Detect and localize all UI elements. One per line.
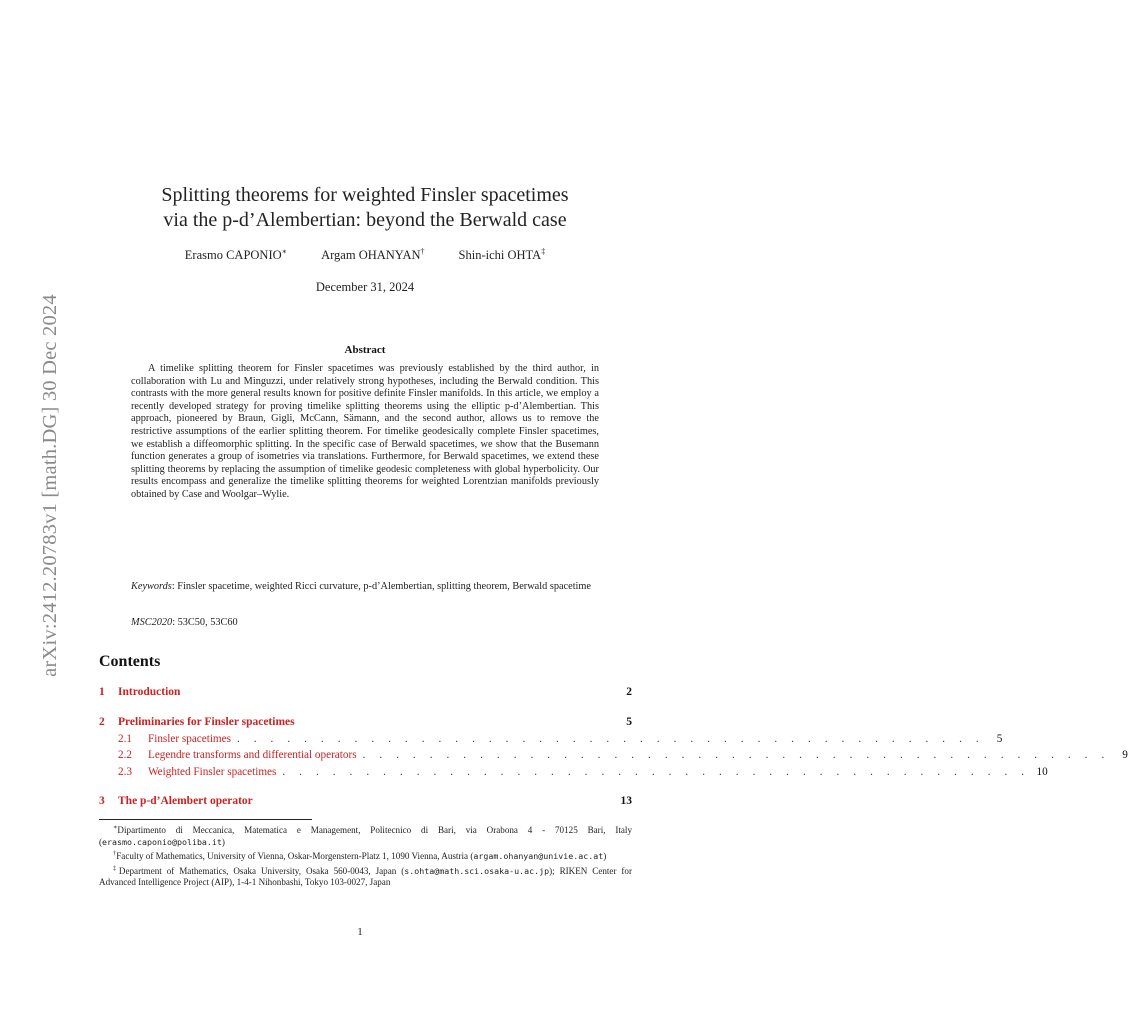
toc-leader-dots: . . . . . . . . . . . . . . . . . . . . . . . . . . . . . . . . . . . . . . . . . . . . . [282, 766, 1030, 778]
toc-page: 2 [626, 686, 632, 698]
toc-title: Legendre transforms and differential operators [148, 749, 357, 761]
toc-entry-p-dalembert-operator[interactable] [99, 795, 632, 807]
footnotes [99, 822, 632, 889]
author-name: Shin-ichi OHTA [458, 248, 542, 263]
author-email-link[interactable]: s.ohta@math.sci.osaka-u.ac.jp [404, 865, 550, 876]
footnote-affiliation [99, 863, 632, 889]
toc-number: 2.2 [118, 749, 132, 761]
toc-title: Finsler spacetimes [148, 733, 231, 745]
author-name: Erasmo CAPONIO [184, 248, 282, 263]
keywords-text: : Finsler spacetime, weighted Ricci curvature, p-d’Alembertian, splitting theorem, Berwald spacetime [171, 581, 591, 592]
toc-entry-weighted-finsler-spacetimes[interactable] [118, 766, 1048, 778]
title-line-1: Splitting theorems for weighted Finsler spacetimes [161, 184, 569, 206]
keywords-label: Keywords [131, 581, 172, 592]
toc-number: 2.3 [118, 766, 132, 778]
arxiv-identifier-text: arXiv:2412.20783v1 [math.DG] 30 Dec 2024 [38, 293, 61, 677]
toc-page: 10 [1036, 766, 1048, 778]
author-footnote-mark: ∗ [281, 247, 288, 256]
toc-entry-finsler-spacetimes[interactable] [118, 733, 1003, 745]
author-name: Argam OHANYAN [321, 248, 421, 263]
toc-number: 3 [99, 795, 105, 807]
abstract-body: A timelike splitting theorem for Finsler spacetimes was previously established by the third author, in collaboration with Lu and Minguzzi, under relatively strong hypotheses, including the Berwald condition. This contrasts with the more general results known for positive definite Finsler manifolds. In this article, we employ a recently developed strategy for proving timelike splitting theorems using the elliptic p-d’Alembertian. This approach, pioneered by Braun, Gigli, McCann, Sämann, and the second author, allows us to remove the restrictive assumptions of the earlier splitting theorem. For timelike geodesically complete Finsler spacetimes, we establish a diffeomorphic splitting. In the specific case of Berwald spacetimes, we show that the Busemann function generates a group of isometries via translations. Furthermore, for Berwald spacetimes, we extend these splitting theorems by replacing the assumption of timelike geodesic completeness with global hyperbolicity. Our results encompass and generalize the timelike splitting theorems for weighted Lorentzian manifolds previously obtained by Case and Woolgar–Wylie. [131, 363, 599, 500]
toc-entry-introduction[interactable] [99, 686, 632, 698]
footnote-tail: ) [221, 836, 225, 847]
msc-classification [131, 617, 599, 628]
toc-page: 5 [626, 716, 632, 728]
toc-page: 9 [1122, 749, 1128, 761]
keywords [131, 581, 599, 594]
author-footnote-mark: † [420, 247, 425, 256]
toc-page: 13 [620, 795, 632, 807]
footnote-mark: † [113, 850, 117, 858]
toc-title: Preliminaries for Finsler spacetimes [118, 716, 295, 728]
footnote-affiliation [99, 822, 632, 848]
toc-title: Introduction [118, 686, 181, 698]
author [185, 247, 287, 263]
arxiv-identifier-stamp [35, 275, 65, 695]
footnote-text: Department of Mathematics, Osaka University, Osaka 560-0043, Japan ( [118, 865, 405, 876]
author-email-link[interactable]: argam.ohanyan@univie.ac.at [473, 851, 604, 862]
page-number: 1 [357, 926, 363, 938]
footnote-text: Faculty of Mathematics, University of Vienna, Oskar-Morgenstern-Platz 1, 1090 Vienna, Austria ( [116, 851, 474, 862]
author [321, 247, 424, 263]
footnote-rule [99, 819, 312, 820]
author [459, 247, 546, 263]
title-line-2: via the p-d’Alembertian: beyond the Berwald case [163, 209, 567, 231]
author-footnote-mark: ‡ [541, 247, 546, 256]
footnote-text: Dipartimento di Meccanica, Matematica e Management, Politecnico di Bari, via Orabona 4 - 70125 Bari, Italy ( [99, 825, 632, 847]
toc-leader-dots: . . . . . . . . . . . . . . . . . . . . . . . . . . . . . . . . . . . . . . . . . . . . . [362, 749, 1110, 761]
publication-date: December 31, 2024 [315, 280, 415, 294]
toc-entry-legendre-transforms[interactable] [118, 749, 1128, 761]
toc-title: The p-d’Alembert operator [118, 795, 253, 807]
footnote-affiliation [99, 848, 632, 863]
toc-title: Weighted Finsler spacetimes [148, 766, 277, 778]
toc-number: 2 [99, 716, 105, 728]
msc-label: MSC2020 [131, 617, 173, 628]
author-list [120, 247, 610, 263]
footnote-tail: ) [603, 851, 607, 862]
toc-number: 1 [99, 686, 105, 698]
toc-leader-dots: . . . . . . . . . . . . . . . . . . . . . . . . . . . . . . . . . . . . . . . . . . . . . [236, 733, 985, 745]
footnote-mark: ‡ [113, 864, 119, 872]
abstract-heading: Abstract [344, 344, 386, 356]
footnote-mark: ∗ [113, 824, 118, 831]
author-email-link[interactable]: erasmo.caponio@poliba.it [102, 836, 222, 847]
toc-number: 2.1 [118, 733, 132, 745]
paper-title [120, 183, 610, 233]
footnote-tail: ); RIKEN Center for Advanced Intelligence Project (AIP), 1-4-1 Nihonbashi, Tokyo 103-0027, Japan [99, 865, 632, 888]
msc-text: : 53C50, 53C60 [172, 617, 238, 628]
toc-entry-preliminaries[interactable] [99, 716, 632, 728]
toc-page: 5 [996, 733, 1003, 745]
contents-heading: Contents [99, 653, 161, 670]
